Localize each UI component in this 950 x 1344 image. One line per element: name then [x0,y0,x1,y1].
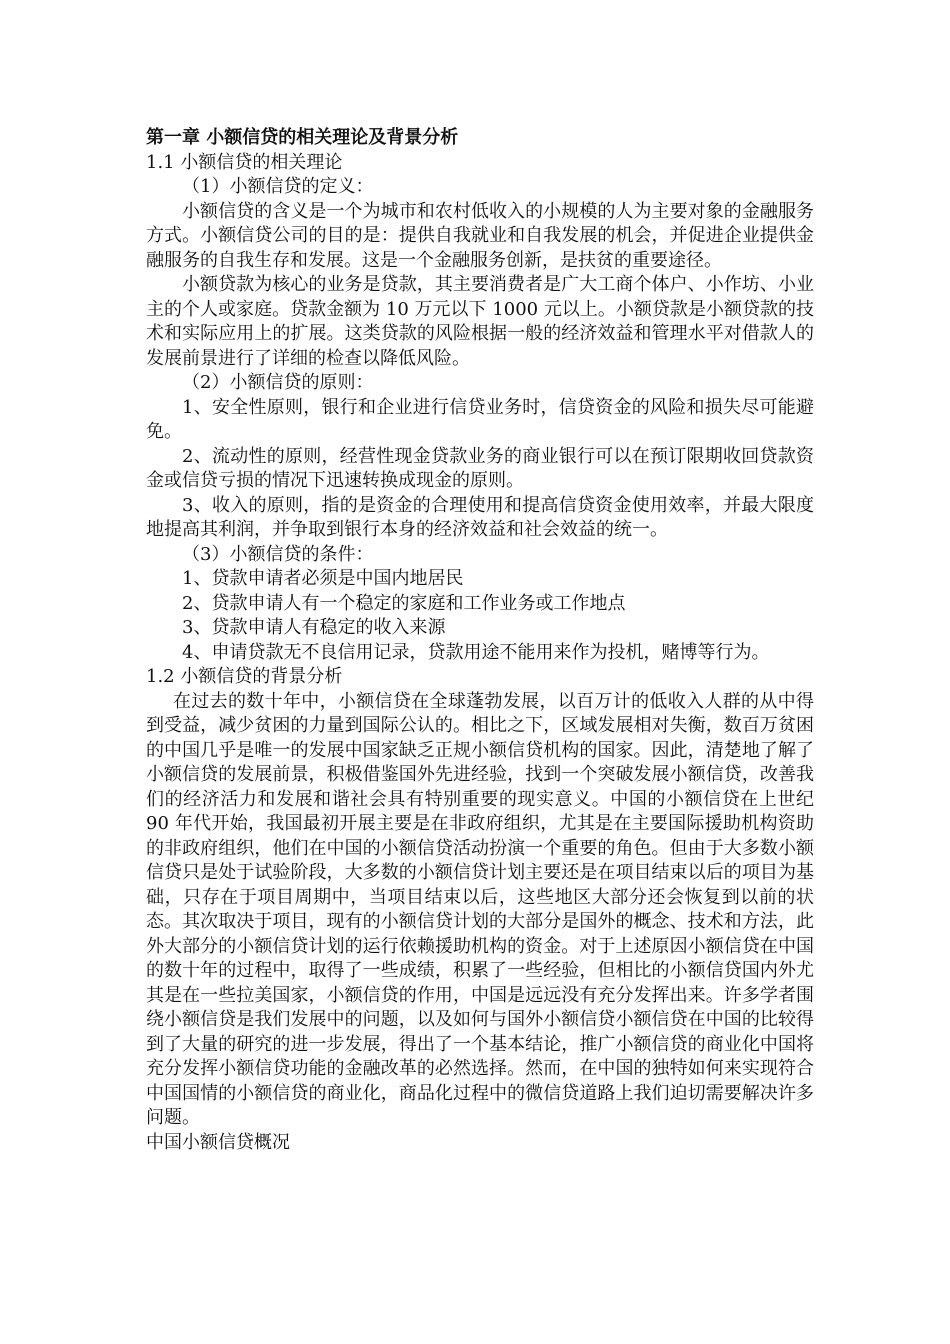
document-page [146,120,814,1155]
subheading-principles: （2）小额信贷的原则： [182,372,374,393]
section-heading-overview: 中国小额信贷概况 [146,1131,290,1153]
principle-item-1: 1、安全性原则，银行和企业进行信贷业务时，信贷资金的风险和损失尽可能避免。 [146,396,814,442]
subheading-definition: （1）小额信贷的定义： [182,176,374,197]
condition-item-1: 1、贷款申请者必须是中国内地居民 [182,568,464,589]
condition-item-4: 4、申请贷款无不良信用记录，贷款用途不能用来作为投机，赌博等行为。 [182,641,770,663]
paragraph-definition-1: 小额信贷的含义是一个为城市和农村低收入的小规模的人为主要对象的金融服务方式。小额信贷公司的目的是：提供自我就业和自我发展的机会，并促进企业提供金融服务的自我生存和发展。这是一个金融服务创新，是扶贫的重要途径。 [146,200,814,271]
section-heading-1-1: 1.1 小额信贷的相关理论 [146,151,343,173]
condition-item-2: 2、贷款申请人有一个稳定的家庭和工作业务或工作地点 [182,592,626,614]
paragraph-definition-2: 小额贷款为核心的业务是贷款，其主要消费者是广大工商个体户、小作坊、小业主的个人或家庭。贷款金额为 10 万元以下 1000 元以上。小额贷款是小额贷款的技术和实际应用上的扩展。这类贷款的风险根据一般的经济效益和管理水平对借款人的发展前景进行了详细的检查以降低风险。 [146,274,814,369]
section-heading-1-2: 1.2 小额信贷的背景分析 [146,666,343,687]
chapter-title: 第一章 小额信贷的相关理论及背景分析 [146,127,459,148]
principle-item-2: 2、流动性的原则，经营性现金贷款业务的商业银行可以在预订限期收回贷款资金或信贷亏损的情况下迅速转换成现金的原则。 [146,445,814,491]
paragraph-background: 在过去的数十年中，小额信贷在全球蓬勃发展，以百万计的低收入人群的从中得到受益，减少贫困的力量到国际公认的。相比之下，区域发展相对失衡，数百万贫困的中国几乎是唯一的发展中国家缺乏正规小额信贷机构的国家。因此，清楚地了解了小额信贷的发展前景，积极借鉴国外先进经验，找到一个突破发展小额信贷，改善我们的经济活力和发展和谐社会具有特别重要的现实意义。中国的小额信贷在上世纪 90 年代开始，我国最初开展主要是在非政府组织，尤其是在主要国际援助机构资助的非政府组织，他们在中国的小额信贷活动扮演一个重要的角色。但由于大多数小额信贷只是处于试验阶段，大多数的小额信贷计划主要还是在项目结束以后的项目为基础，只存在于项目周期中，当项目结束以后，这些地区大部分还会恢复到以前的状态。其次取决于项目，现有的小额信贷计划的大部分是国外的概念、技术和方法，此外大部分的小额信贷计划的运行依赖援助机构的资金。对于上述原因小额信贷在中国的数十年的过程中，取得了一些成绩，积累了一些经验，但相比的小额信贷国内外尤其是在一些拉美国家，小额信贷的作用，中国是远远没有充分发挥出来。许多学者围绕小额信贷是我们发展中的问题，以及如何与国外小额信贷小额信贷在中国的比较得到了大量的研究的进一步发展，得出了一个基本结论，推广小额信贷的商业化中国将充分发挥小额信贷功能的金融改革的必然选择。然而，在中国的独特如何来实现符合中国国情的小额信贷的商业化，商品化过程中的微信贷道路上我们迫切需要解决许多问题。 [146,690,814,1128]
principle-item-3: 3、收入的原则，指的是资金的合理使用和提高信贷资金使用效率，并最大限度地提高其利润，并争取到银行本身的经济效益和社会效益的统一。 [146,494,814,540]
subheading-conditions: （3）小额信贷的条件： [182,543,374,565]
condition-item-3: 3、贷款申请人有稳定的收入来源 [182,617,446,638]
